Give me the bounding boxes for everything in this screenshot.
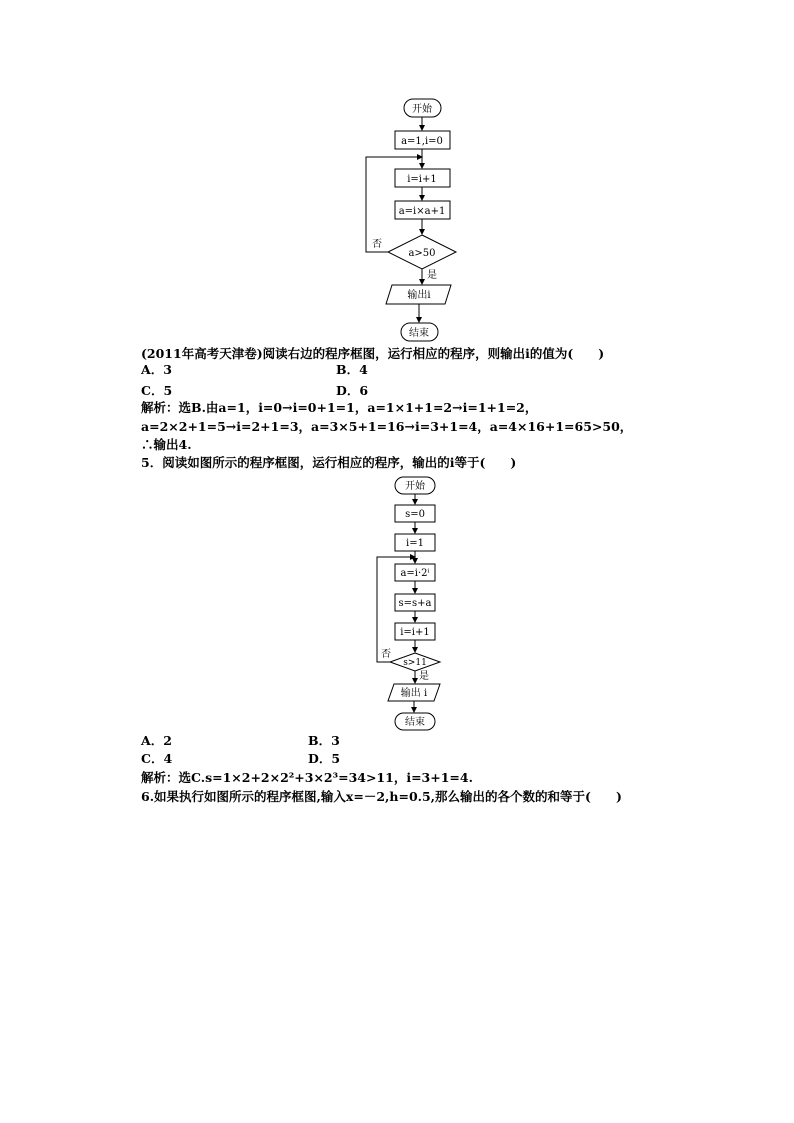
fc1-step1-label: i=i+1 [407,174,437,185]
q4-option-c: C．5 [141,383,173,398]
q5-option-a: A．2 [141,733,172,748]
fc1-no-label: 否 [372,239,382,250]
q4-solution-line-1: 解析：选B.由a=1，i=0→i=0+1=1，a=1×1+1=2→i=1+1=2， [141,400,538,415]
fc2-no-label: 否 [381,649,391,660]
q4-stem: (2011年高考天津卷)阅读右边的程序框图，运行相应的程序，则输出i的值为( ) [141,346,605,361]
fc1-start-label: 开始 [412,104,432,115]
fc1-end-label: 结束 [409,328,429,339]
fc2-step1-label: a=i·2ⁱ [400,568,430,579]
fc1-step2-label: a=i×a+1 [398,206,446,217]
fc2-step3-label: i=i+1 [400,627,430,638]
q5-stem: 5．阅读如图所示的程序框图，运行相应的程序，输出的i等于( ) [141,455,517,470]
q5-option-c: C．4 [141,751,173,766]
fc2-init2-label: i=1 [406,538,424,549]
q5-option-d: D．5 [308,751,341,766]
q4-option-b: B．4 [336,362,368,377]
fc1-condition-label: a>50 [408,248,436,259]
q4-solution-line-3: ∴输出4. [141,437,192,452]
fc2-condition-label: s>11 [403,658,427,668]
fc1-init-label: a=1,i=0 [401,136,443,147]
q5-option-b: B．3 [308,733,340,748]
fc2-yes-label: 是 [419,671,429,682]
fc2-step2-label: s=s+a [398,598,432,609]
fc2-init1-label: s=0 [405,509,425,520]
fc1-output-label: 输出i [407,290,431,301]
q6-stem: 6.如果执行如图所示的程序框图,输入x=－2,h=0.5,那么输出的各个数的和等于( ) [141,789,622,804]
fc2-start-label: 开始 [405,481,425,492]
fc2-output-label: 输出 i [400,688,428,699]
q5-solution: 解析：选C.s=1×2+2×2²+3×2³=34>11，i=3+1=4. [141,770,473,785]
q4-option-a: A．3 [141,362,172,377]
q4-solution-line-2: a=2×2+1=5→i=2+1=3，a=3×5+1=16→i=3+1=4，a=4×16+1=65>50， [141,419,633,434]
fc2-end-label: 结束 [405,717,425,728]
q4-option-d: D．6 [336,383,369,398]
fc1-yes-label: 是 [427,270,437,281]
